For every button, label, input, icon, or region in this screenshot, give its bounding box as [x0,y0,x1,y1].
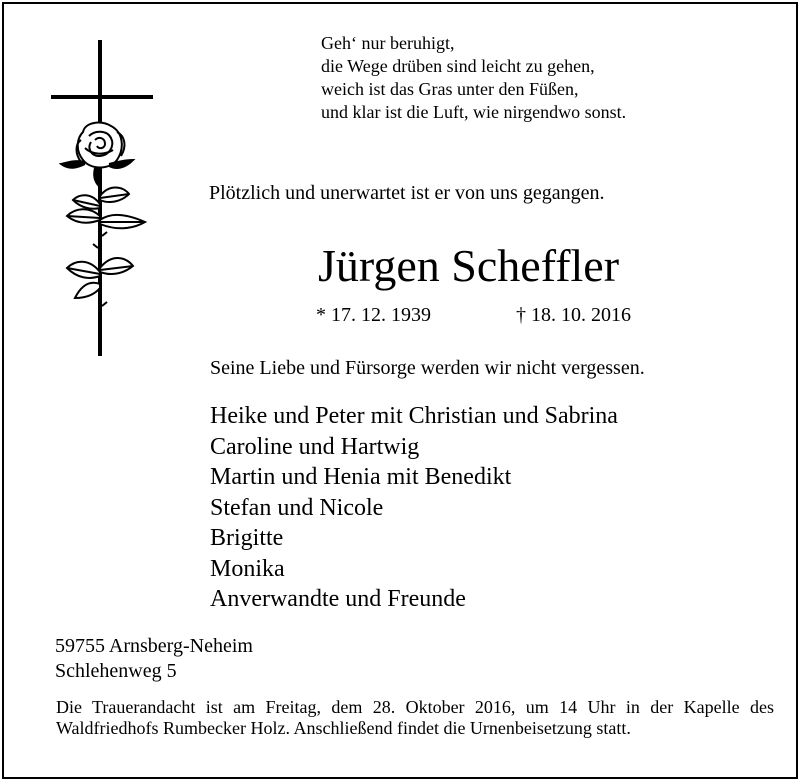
mourner-item: Brigitte [210,525,284,551]
poem-line: und klar ist die Luft, wie nirgendwo sonst. [321,102,627,122]
mourner-item: Heike und Peter mit Christian und Sabrina [210,403,618,429]
mourner-item: Caroline und Hartwig [210,433,420,460]
death-date: † 18. 10. 2016 [516,304,631,326]
mourner-item: Martin und Henia mit Benedikt [210,464,512,490]
poem-line: weich ist das Gras unter den Füßen, [321,79,579,99]
mourners-list [210,401,618,615]
address-street: Schlehenweg 5 [55,660,177,682]
cross-with-rose-icon [45,36,157,358]
poem [321,32,626,124]
mourner-item: Stefan und Nicole [210,494,384,521]
address-city: 59755 Arnsberg-Neheim [55,635,253,657]
poem-line: Geh‘ nur beruhigt, [321,33,455,53]
poem-line: die Wege drüben sind leicht zu gehen, [321,56,595,76]
deceased-name: Jürgen Scheffler [318,240,620,291]
memory-line: Seine Liebe und Fürsorge werden wir nicht vergessen. [210,357,645,379]
address-block [55,634,253,684]
birth-date: * 17. 12. 1939 [316,304,431,326]
mourner-item: Monika [210,555,285,582]
service-note: Die Trauerandacht ist am Freitag, dem 28. Oktober 2016, um 14 Uhr in der Kapelle des Waldfriedhofs Rumbecker Holz. Anschließend findet die Urnenbeisetzung statt. [56,697,774,738]
intro-text: Plötzlich und unerwartet ist er von uns gegangen. [209,182,605,204]
mourner-item: Anverwandte und Freunde [210,586,466,612]
